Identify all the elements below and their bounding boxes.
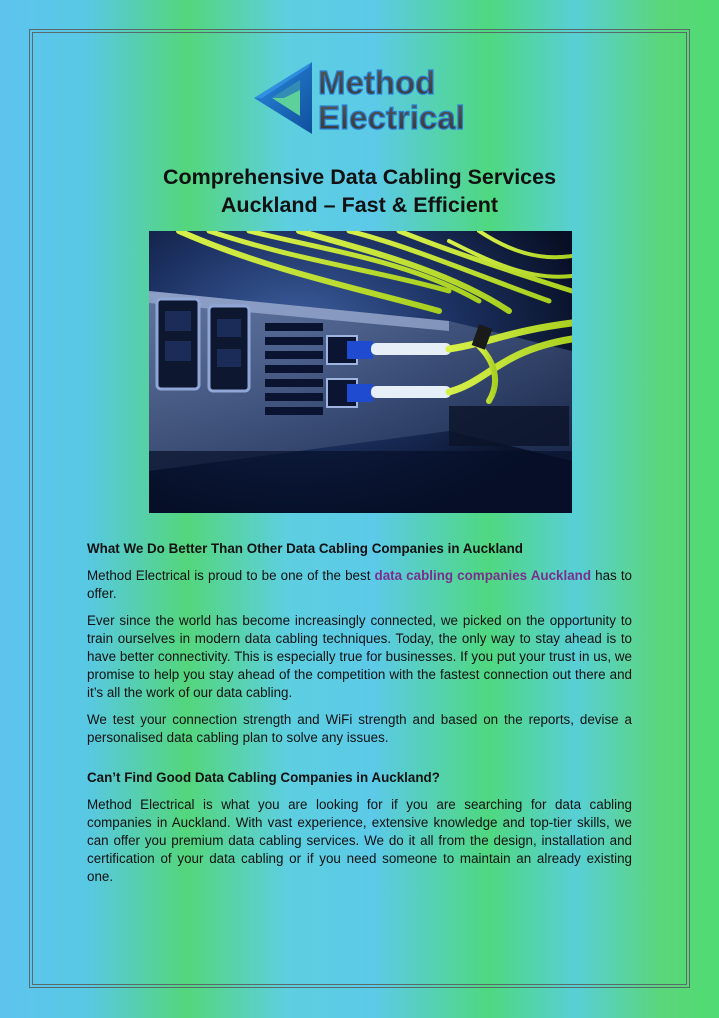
brand-name-line1: Method	[318, 64, 436, 101]
brand-logo	[250, 60, 472, 138]
section2-heading: Can’t Find Good Data Cabling Companies in Auckland?	[87, 770, 440, 785]
section1-intro-tail: has to offer.	[87, 568, 632, 601]
data-cabling-companies-link[interactable]: data cabling companies Auckland	[374, 568, 592, 583]
section1-paragraph-3: We test your connection strength and WiFi strength and based on the reports, devise a personalised data cabling plan to solve any issues.	[87, 712, 632, 745]
fiber-optic-cables-photo	[149, 231, 572, 513]
section2-paragraph-1: Method Electrical is what you are looking for if you are searching for data cabling companies in Auckland. With vast experience, extensive knowledge and top-tier skills, we can offer you premium data cabling services. We do it all from the design, installation and certification of your data cabling or if you need someone to maintain an already existing one.	[87, 797, 632, 884]
section1-intro	[87, 567, 632, 603]
section1-intro-text: Method Electrical is proud to be one of the best	[87, 568, 375, 583]
section1-heading: What We Do Better Than Other Data Cabling Companies in Auckland	[87, 541, 523, 556]
page-title-line2: Auckland – Fast & Efficient	[220, 193, 499, 217]
hero-photo	[149, 231, 572, 513]
section1-paragraph-2: Ever since the world has become increasingly connected, we picked on the opportunity to train ourselves in modern data cabling techniques. Today, the only way to stay ahead is to have better connectivity. This is especially true for businesses. If you put your trust in us, we promise to help you stay ahead of the competition with the fastest connection out there and it’s all the work of our data cabling.	[87, 613, 632, 700]
triangle-play-logo-icon	[250, 60, 472, 138]
brand-name-line2: Electrical	[318, 99, 465, 136]
article-body	[87, 540, 632, 895]
page-title	[60, 163, 659, 219]
page-title-line1: Comprehensive Data Cabling Services	[162, 165, 557, 189]
